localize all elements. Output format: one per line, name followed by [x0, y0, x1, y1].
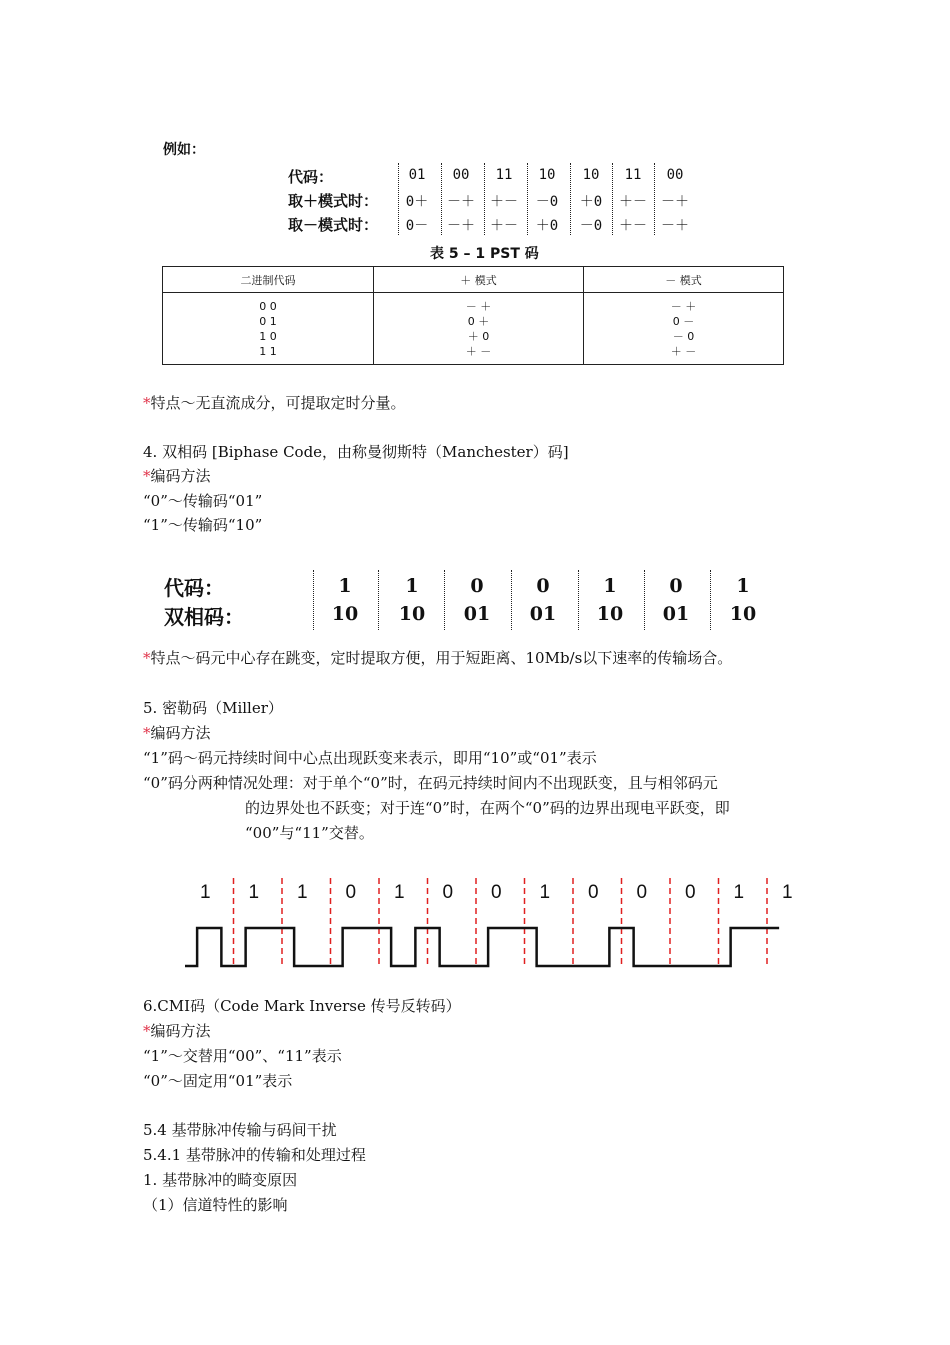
- pst-header-plus: ＋ 模式: [374, 267, 584, 293]
- biphase-code-cell: 0: [470, 575, 484, 597]
- biphase-output-cell: 10: [596, 603, 624, 625]
- pst-example-cell: 11: [495, 167, 513, 183]
- cmi-rule1: “1”～交替用“00”、“11”表示: [143, 1047, 342, 1065]
- miller-bit-label: 1: [393, 882, 405, 903]
- cmi-method: [143, 1021, 211, 1041]
- pst-example-cell: －＋: [447, 218, 475, 234]
- table-cell: ＋ －: [670, 344, 697, 358]
- pst-example-cell: －0: [535, 194, 559, 210]
- biphase-output-cell: 01: [529, 603, 557, 625]
- pst-row-label-minus: 取－模式时：: [288, 216, 379, 234]
- pst-example-divider: [654, 163, 655, 235]
- pst-example-cell: 00: [666, 167, 684, 183]
- biphase-output-cell: 10: [729, 603, 757, 625]
- pst-col-binary: [163, 293, 374, 365]
- pst-example-cell: －＋: [661, 218, 689, 234]
- pst-example-cell: 11: [624, 167, 642, 183]
- pst-col-minus: [584, 293, 784, 365]
- biphase-code-cell: 1: [603, 575, 617, 597]
- biphase-rule1: “1”～传输码“10”: [143, 516, 263, 534]
- pst-example-cell: ＋0: [579, 194, 603, 210]
- biphase-output-cell: 01: [662, 603, 690, 625]
- miller-signal-line: [185, 928, 779, 966]
- biphase-code-label: 代码：: [164, 576, 224, 600]
- pst-example-cell: 10: [582, 167, 600, 183]
- miller-bit-label: 0: [490, 882, 502, 903]
- pst-example-cell: 10: [538, 167, 556, 183]
- pst-example-cell: ＋0: [535, 218, 559, 234]
- biphase-code-cell: 1: [736, 575, 750, 597]
- pst-col-plus: [374, 293, 584, 365]
- example-heading: 例如：: [163, 142, 205, 158]
- biphase-rule0: “0”～传输码“01”: [143, 492, 263, 510]
- cmi-method-text: 编码方法: [150, 1022, 211, 1040]
- biphase-output-label: 双相码：: [164, 605, 244, 629]
- pst-feature: [143, 393, 406, 413]
- biphase-code-cell: 1: [338, 575, 352, 597]
- miller-bit-label: 0: [636, 882, 648, 903]
- table-cell: 1 0: [259, 329, 277, 343]
- cmi-rule0: “0”～固定用“01”表示: [143, 1072, 293, 1090]
- miller-method-text: 编码方法: [150, 724, 211, 742]
- pst-table: [162, 266, 784, 365]
- biphase-output-cell: 10: [331, 603, 359, 625]
- biphase-feature-text: 特点～码元中心存在跳变，定时提取方便，用于短距离、10Mb/s以下速率的传输场合。: [150, 649, 733, 667]
- table-cell: 0 ＋: [467, 314, 490, 328]
- bullet-star: *: [143, 394, 151, 412]
- pst-example-cell: ＋－: [619, 218, 647, 234]
- miller-bit-label: 0: [345, 882, 357, 903]
- miller-bit-label: 1: [539, 882, 551, 903]
- pst-example-cell: －＋: [661, 194, 689, 210]
- pst-example-divider: [612, 163, 613, 235]
- cmi-title: 6.CMI码（Code Mark Inverse 传号反转码）: [143, 997, 461, 1015]
- miller-waveform: [170, 870, 793, 980]
- section-heading: 5.4 基带脉冲传输与码间干扰: [143, 1121, 337, 1139]
- table-cell: ＋ －: [465, 344, 492, 358]
- biphase-code-cell: 1: [405, 575, 419, 597]
- bullet-star: *: [143, 724, 151, 742]
- miller-bit-label: 1: [733, 882, 745, 903]
- bullet-star: *: [143, 467, 151, 485]
- biphase-divider: [444, 570, 445, 630]
- pst-header-minus: － 模式: [584, 267, 784, 293]
- pst-row-label-code: 代码：: [288, 168, 334, 186]
- item-heading: （1）信道特性的影响: [143, 1196, 288, 1214]
- subsubsection-heading: 1. 基带脉冲的畸变原因: [143, 1171, 298, 1189]
- biphase-feature: [143, 648, 732, 668]
- table-cell: ＋ 0: [467, 329, 490, 343]
- pst-example-divider: [527, 163, 528, 235]
- pst-example-divider: [441, 163, 442, 235]
- miller-bit-label: 1: [296, 882, 308, 903]
- pst-row-label-plus: 取＋模式时：: [288, 192, 379, 210]
- table-cell: 1 1: [259, 344, 277, 358]
- pst-example-cell: 00: [452, 167, 470, 183]
- miller-bit-label: 0: [684, 882, 696, 903]
- pst-example-cell: ＋－: [619, 194, 647, 210]
- table-cell: － ＋: [670, 299, 697, 313]
- pst-example-divider: [398, 163, 399, 235]
- pst-example-cell: 0＋: [405, 194, 429, 210]
- biphase-code-cell: 0: [669, 575, 683, 597]
- table-cell: － ＋: [465, 299, 492, 313]
- miller-bit-label: 1: [199, 882, 211, 903]
- biphase-divider: [313, 570, 314, 630]
- miller-bit-label: 1: [248, 882, 260, 903]
- pst-example-cell: －＋: [447, 194, 475, 210]
- pst-header-binary: 二进制代码: [163, 267, 374, 293]
- pst-example-divider: [484, 163, 485, 235]
- biphase-code-cell: 0: [536, 575, 550, 597]
- biphase-method-text: 编码方法: [150, 467, 211, 485]
- biphase-divider: [378, 570, 379, 630]
- miller-rule0-c: “00”与“11”交替。: [245, 824, 374, 842]
- miller-method: [143, 723, 211, 743]
- biphase-divider: [578, 570, 579, 630]
- table-cell: 0 0: [259, 299, 277, 313]
- miller-rule0-a: “0”码分两种情况处理：对于单个“0”时，在码元持续时间内不出现跃变，且与相邻码元: [143, 774, 718, 792]
- bullet-star: *: [143, 1022, 151, 1040]
- pst-example-cell: 0－: [405, 218, 429, 234]
- pst-example-cell: ＋－: [490, 194, 518, 210]
- miller-bit-label: 0: [587, 882, 599, 903]
- pst-feature-text: 特点～无直流成分，可提取定时分量。: [150, 394, 406, 412]
- pst-example-cell: ＋－: [490, 218, 518, 234]
- miller-rule0-b: 的边界处也不跃变；对于连“0”时，在两个“0”码的边界出现电平跃变，即: [245, 799, 730, 817]
- subsection-heading: 5.4.1 基带脉冲的传输和处理过程: [143, 1146, 366, 1164]
- pst-example-cell: 01: [408, 167, 426, 183]
- pst-table-caption: 表 5 – 1 PST 码: [430, 246, 539, 262]
- table-cell: 0 －: [672, 314, 695, 328]
- biphase-divider: [710, 570, 711, 630]
- biphase-divider: [511, 570, 512, 630]
- biphase-title: 4. 双相码 [Biphase Code，由称曼彻斯特（Manchester）码]: [143, 443, 569, 461]
- miller-bit-label: 1: [781, 882, 793, 903]
- pst-example-divider: [570, 163, 571, 235]
- table-cell: － 0: [672, 329, 695, 343]
- biphase-divider: [644, 570, 645, 630]
- biphase-output-cell: 10: [398, 603, 426, 625]
- miller-rule1: “1”码～码元持续时间中心点出现跃变来表示，即用“10”或“01”表示: [143, 749, 597, 767]
- biphase-output-cell: 01: [463, 603, 491, 625]
- biphase-method: [143, 466, 211, 486]
- pst-example-cell: －0: [579, 218, 603, 234]
- miller-bit-label: 0: [442, 882, 454, 903]
- miller-title: 5. 密勒码（Miller）: [143, 699, 283, 717]
- bullet-star: *: [143, 649, 151, 667]
- table-cell: 0 1: [259, 314, 277, 328]
